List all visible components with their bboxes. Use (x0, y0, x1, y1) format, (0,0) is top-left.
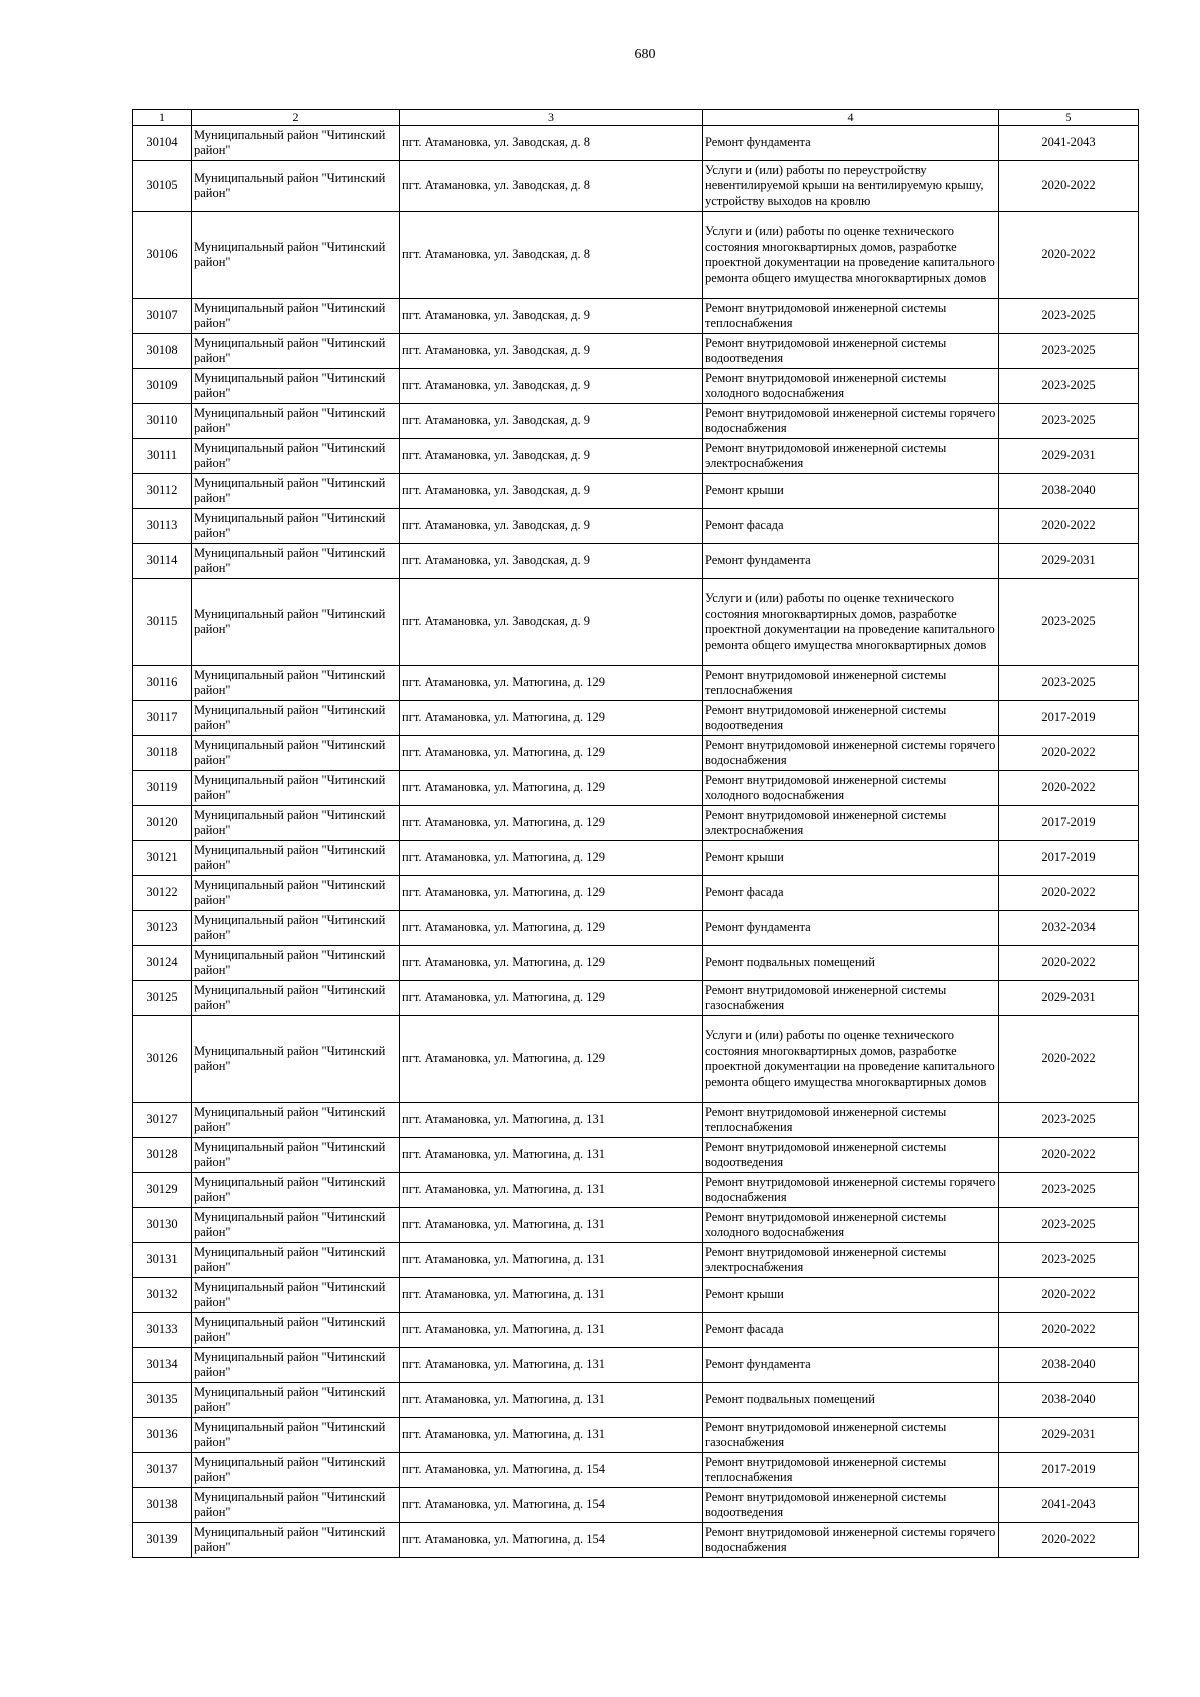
table-row (133, 474, 1139, 509)
address-cell: пгт. Атамановка, ул. Матюгина, д. 129 (400, 946, 703, 981)
address-cell: пгт. Атамановка, ул. Матюгина, д. 154 (400, 1453, 703, 1488)
row-number: 30115 (133, 579, 192, 666)
table-row (133, 1523, 1139, 1558)
work-type-cell: Ремонт внутридомовой инженерной системы холодного водоснабжения (703, 1208, 999, 1243)
period-cell: 2029-2031 (999, 981, 1139, 1016)
period-cell: 2020-2022 (999, 876, 1139, 911)
period-cell: 2023-2025 (999, 369, 1139, 404)
row-number: 30119 (133, 771, 192, 806)
period-cell: 2041-2043 (999, 126, 1139, 161)
table-row (133, 579, 1139, 666)
period-cell: 2023-2025 (999, 299, 1139, 334)
address-cell: пгт. Атамановка, ул. Заводская, д. 9 (400, 404, 703, 439)
period-cell: 2023-2025 (999, 666, 1139, 701)
period-cell: 2029-2031 (999, 1418, 1139, 1453)
row-number: 30126 (133, 1016, 192, 1103)
work-type-cell: Услуги и (или) работы по переустройству невентилируемой крыши на вентилируемую крышу, устройству выходов на кровлю (703, 161, 999, 212)
address-cell: пгт. Атамановка, ул. Заводская, д. 8 (400, 126, 703, 161)
municipality-cell: Муниципальный район "Читинский район" (192, 1278, 400, 1313)
row-number: 30133 (133, 1313, 192, 1348)
address-cell: пгт. Атамановка, ул. Матюгина, д. 154 (400, 1523, 703, 1558)
address-cell: пгт. Атамановка, ул. Заводская, д. 9 (400, 334, 703, 369)
municipality-cell: Муниципальный район "Читинский район" (192, 369, 400, 404)
row-number: 30113 (133, 509, 192, 544)
address-cell: пгт. Атамановка, ул. Матюгина, д. 129 (400, 666, 703, 701)
address-cell: пгт. Атамановка, ул. Матюгина, д. 129 (400, 981, 703, 1016)
row-number: 30132 (133, 1278, 192, 1313)
table-row (133, 666, 1139, 701)
work-type-cell: Ремонт внутридомовой инженерной системы холодного водоснабжения (703, 771, 999, 806)
work-type-cell: Ремонт внутридомовой инженерной системы горячего водоснабжения (703, 1173, 999, 1208)
period-cell: 2032-2034 (999, 911, 1139, 946)
table-row (133, 1173, 1139, 1208)
period-cell: 2023-2025 (999, 1208, 1139, 1243)
address-cell: пгт. Атамановка, ул. Заводская, д. 9 (400, 509, 703, 544)
work-type-cell: Ремонт внутридомовой инженерной системы теплоснабжения (703, 1453, 999, 1488)
period-cell: 2020-2022 (999, 736, 1139, 771)
work-type-cell: Ремонт крыши (703, 1278, 999, 1313)
municipality-cell: Муниципальный район "Читинский район" (192, 1453, 400, 1488)
period-cell: 2017-2019 (999, 701, 1139, 736)
period-cell: 2023-2025 (999, 334, 1139, 369)
row-number: 30138 (133, 1488, 192, 1523)
municipality-cell: Муниципальный район "Читинский район" (192, 1418, 400, 1453)
municipality-cell: Муниципальный район "Читинский район" (192, 439, 400, 474)
table-row (133, 126, 1139, 161)
municipality-cell: Муниципальный район "Читинский район" (192, 1348, 400, 1383)
row-number: 30105 (133, 161, 192, 212)
period-cell: 2023-2025 (999, 579, 1139, 666)
table-row (133, 1453, 1139, 1488)
table-row (133, 1488, 1139, 1523)
table-row (133, 771, 1139, 806)
table-row (133, 161, 1139, 212)
work-type-cell: Ремонт подвальных помещений (703, 946, 999, 981)
page-number: 680 (634, 47, 656, 62)
period-cell: 2017-2019 (999, 841, 1139, 876)
table-row (133, 1243, 1139, 1278)
work-type-cell: Ремонт внутридомовой инженерной системы газоснабжения (703, 1418, 999, 1453)
address-cell: пгт. Атамановка, ул. Заводская, д. 9 (400, 544, 703, 579)
row-number: 30124 (133, 946, 192, 981)
period-cell: 2041-2043 (999, 1488, 1139, 1523)
row-number: 30125 (133, 981, 192, 1016)
work-type-cell: Ремонт внутридомовой инженерной системы электроснабжения (703, 1243, 999, 1278)
column-header: 3 (400, 110, 703, 126)
table-row (133, 334, 1139, 369)
period-cell: 2020-2022 (999, 212, 1139, 299)
column-header: 5 (999, 110, 1139, 126)
address-cell: пгт. Атамановка, ул. Матюгина, д. 131 (400, 1383, 703, 1418)
address-cell: пгт. Атамановка, ул. Заводская, д. 8 (400, 212, 703, 299)
period-cell: 2020-2022 (999, 1138, 1139, 1173)
column-header: 4 (703, 110, 999, 126)
row-number: 30117 (133, 701, 192, 736)
address-cell: пгт. Атамановка, ул. Матюгина, д. 129 (400, 1016, 703, 1103)
table-row (133, 212, 1139, 299)
row-number: 30131 (133, 1243, 192, 1278)
table-row (133, 509, 1139, 544)
municipality-cell: Муниципальный район "Читинский район" (192, 666, 400, 701)
row-number: 30120 (133, 806, 192, 841)
municipality-cell: Муниципальный район "Читинский район" (192, 1313, 400, 1348)
work-type-cell: Ремонт внутридомовой инженерной системы теплоснабжения (703, 1103, 999, 1138)
work-type-cell: Услуги и (или) работы по оценке технического состояния многоквартирных домов, разработке проектной документации на проведение капитального ремонта общего имущества многоквартирных домов (703, 579, 999, 666)
address-cell: пгт. Атамановка, ул. Заводская, д. 9 (400, 439, 703, 474)
address-cell: пгт. Атамановка, ул. Матюгина, д. 131 (400, 1138, 703, 1173)
address-cell: пгт. Атамановка, ул. Заводская, д. 9 (400, 369, 703, 404)
municipality-cell: Муниципальный район "Читинский район" (192, 1523, 400, 1558)
table-row (133, 439, 1139, 474)
municipality-cell: Муниципальный район "Читинский район" (192, 474, 400, 509)
work-type-cell: Ремонт внутридомовой инженерной системы газоснабжения (703, 981, 999, 1016)
row-number: 30108 (133, 334, 192, 369)
address-cell: пгт. Атамановка, ул. Заводская, д. 8 (400, 161, 703, 212)
work-type-cell: Ремонт внутридомовой инженерной системы горячего водоснабжения (703, 404, 999, 439)
municipality-cell: Муниципальный район "Читинский район" (192, 1208, 400, 1243)
table-header-row (133, 110, 1139, 126)
work-type-cell: Услуги и (или) работы по оценке технического состояния многоквартирных домов, разработке проектной документации на проведение капитального ремонта общего имущества многоквартирных домов (703, 1016, 999, 1103)
row-number: 30121 (133, 841, 192, 876)
work-type-cell: Ремонт внутридомовой инженерной системы водоотведения (703, 701, 999, 736)
address-cell: пгт. Атамановка, ул. Заводская, д. 9 (400, 299, 703, 334)
work-type-cell: Ремонт внутридомовой инженерной системы электроснабжения (703, 439, 999, 474)
address-cell: пгт. Атамановка, ул. Матюгина, д. 129 (400, 841, 703, 876)
work-type-cell: Ремонт фасада (703, 1313, 999, 1348)
row-number: 30110 (133, 404, 192, 439)
municipality-cell: Муниципальный район "Читинский район" (192, 1016, 400, 1103)
work-type-cell: Ремонт внутридомовой инженерной системы водоотведения (703, 334, 999, 369)
table-row (133, 544, 1139, 579)
row-number: 30104 (133, 126, 192, 161)
address-cell: пгт. Атамановка, ул. Матюгина, д. 131 (400, 1313, 703, 1348)
address-cell: пгт. Атамановка, ул. Матюгина, д. 154 (400, 1488, 703, 1523)
address-cell: пгт. Атамановка, ул. Матюгина, д. 129 (400, 911, 703, 946)
period-cell: 2029-2031 (999, 439, 1139, 474)
row-number: 30123 (133, 911, 192, 946)
period-cell: 2020-2022 (999, 771, 1139, 806)
table-row (133, 1103, 1139, 1138)
work-type-cell: Ремонт внутридомовой инженерной системы водоотведения (703, 1488, 999, 1523)
work-type-cell: Ремонт фундамента (703, 1348, 999, 1383)
municipality-cell: Муниципальный район "Читинский район" (192, 841, 400, 876)
address-cell: пгт. Атамановка, ул. Матюгина, д. 131 (400, 1348, 703, 1383)
period-cell: 2023-2025 (999, 1103, 1139, 1138)
address-cell: пгт. Атамановка, ул. Матюгина, д. 131 (400, 1243, 703, 1278)
row-number: 30116 (133, 666, 192, 701)
period-cell: 2020-2022 (999, 161, 1139, 212)
work-type-cell: Ремонт подвальных помещений (703, 1383, 999, 1418)
period-cell: 2023-2025 (999, 404, 1139, 439)
period-cell: 2038-2040 (999, 474, 1139, 509)
column-header: 1 (133, 110, 192, 126)
table-row (133, 876, 1139, 911)
row-number: 30111 (133, 439, 192, 474)
table-row (133, 1313, 1139, 1348)
address-cell: пгт. Атамановка, ул. Матюгина, д. 129 (400, 806, 703, 841)
municipality-cell: Муниципальный район "Читинский район" (192, 911, 400, 946)
municipality-cell: Муниципальный район "Читинский район" (192, 126, 400, 161)
period-cell: 2017-2019 (999, 806, 1139, 841)
work-type-cell: Ремонт внутридомовой инженерной системы теплоснабжения (703, 666, 999, 701)
row-number: 30106 (133, 212, 192, 299)
address-cell: пгт. Атамановка, ул. Матюгина, д. 131 (400, 1208, 703, 1243)
period-cell: 2020-2022 (999, 946, 1139, 981)
work-type-cell: Ремонт внутридомовой инженерной системы горячего водоснабжения (703, 1523, 999, 1558)
table-row (133, 1138, 1139, 1173)
address-cell: пгт. Атамановка, ул. Матюгина, д. 129 (400, 876, 703, 911)
row-number: 30134 (133, 1348, 192, 1383)
row-number: 30136 (133, 1418, 192, 1453)
row-number: 30137 (133, 1453, 192, 1488)
table-row (133, 299, 1139, 334)
table-row (133, 701, 1139, 736)
municipality-cell: Муниципальный район "Читинский район" (192, 771, 400, 806)
municipality-cell: Муниципальный район "Читинский район" (192, 404, 400, 439)
table-row (133, 1208, 1139, 1243)
capital-repair-table (132, 109, 1139, 1558)
work-type-cell: Услуги и (или) работы по оценке технического состояния многоквартирных домов, разработке проектной документации на проведение капитального ремонта общего имущества многоквартирных домов (703, 212, 999, 299)
address-cell: пгт. Атамановка, ул. Матюгина, д. 131 (400, 1103, 703, 1138)
work-type-cell: Ремонт крыши (703, 841, 999, 876)
address-cell: пгт. Атамановка, ул. Заводская, д. 9 (400, 474, 703, 509)
municipality-cell: Муниципальный район "Читинский район" (192, 161, 400, 212)
municipality-cell: Муниципальный район "Читинский район" (192, 981, 400, 1016)
work-type-cell: Ремонт фасада (703, 509, 999, 544)
work-type-cell: Ремонт внутридомовой инженерной системы теплоснабжения (703, 299, 999, 334)
column-header: 2 (192, 110, 400, 126)
municipality-cell: Муниципальный район "Читинский район" (192, 1243, 400, 1278)
period-cell: 2020-2022 (999, 1278, 1139, 1313)
municipality-cell: Муниципальный район "Читинский район" (192, 1173, 400, 1208)
work-type-cell: Ремонт внутридомовой инженерной системы водоотведения (703, 1138, 999, 1173)
work-type-cell: Ремонт внутридомовой инженерной системы горячего водоснабжения (703, 736, 999, 771)
row-number: 30128 (133, 1138, 192, 1173)
municipality-cell: Муниципальный район "Читинский район" (192, 946, 400, 981)
table-row (133, 1418, 1139, 1453)
address-cell: пгт. Атамановка, ул. Матюгина, д. 129 (400, 736, 703, 771)
municipality-cell: Муниципальный район "Читинский район" (192, 579, 400, 666)
table-row (133, 1383, 1139, 1418)
work-type-cell: Ремонт фасада (703, 876, 999, 911)
period-cell: 2020-2022 (999, 1016, 1139, 1103)
municipality-cell: Муниципальный район "Читинский район" (192, 1103, 400, 1138)
work-type-cell: Ремонт фундамента (703, 911, 999, 946)
municipality-cell: Муниципальный район "Читинский район" (192, 876, 400, 911)
address-cell: пгт. Атамановка, ул. Матюгина, д. 131 (400, 1173, 703, 1208)
municipality-cell: Муниципальный район "Читинский район" (192, 1488, 400, 1523)
address-cell: пгт. Атамановка, ул. Матюгина, д. 129 (400, 701, 703, 736)
municipality-cell: Муниципальный район "Читинский район" (192, 736, 400, 771)
period-cell: 2023-2025 (999, 1173, 1139, 1208)
work-type-cell: Ремонт внутридомовой инженерной системы электроснабжения (703, 806, 999, 841)
table-row (133, 946, 1139, 981)
row-number: 30114 (133, 544, 192, 579)
table-row (133, 1348, 1139, 1383)
row-number: 30118 (133, 736, 192, 771)
row-number: 30112 (133, 474, 192, 509)
table-row (133, 841, 1139, 876)
address-cell: пгт. Атамановка, ул. Заводская, д. 9 (400, 579, 703, 666)
period-cell: 2020-2022 (999, 1313, 1139, 1348)
row-number: 30139 (133, 1523, 192, 1558)
municipality-cell: Муниципальный район "Читинский район" (192, 509, 400, 544)
row-number: 30129 (133, 1173, 192, 1208)
address-cell: пгт. Атамановка, ул. Матюгина, д. 131 (400, 1278, 703, 1313)
table-row (133, 1016, 1139, 1103)
municipality-cell: Муниципальный район "Читинский район" (192, 544, 400, 579)
table-row (133, 911, 1139, 946)
work-type-cell: Ремонт фундамента (703, 544, 999, 579)
row-number: 30135 (133, 1383, 192, 1418)
table-row (133, 1278, 1139, 1313)
table-row (133, 981, 1139, 1016)
municipality-cell: Муниципальный район "Читинский район" (192, 1138, 400, 1173)
work-type-cell: Ремонт внутридомовой инженерной системы холодного водоснабжения (703, 369, 999, 404)
municipality-cell: Муниципальный район "Читинский район" (192, 334, 400, 369)
address-cell: пгт. Атамановка, ул. Матюгина, д. 129 (400, 771, 703, 806)
municipality-cell: Муниципальный район "Читинский район" (192, 806, 400, 841)
period-cell: 2029-2031 (999, 544, 1139, 579)
work-type-cell: Ремонт фундамента (703, 126, 999, 161)
table-row (133, 736, 1139, 771)
address-cell: пгт. Атамановка, ул. Матюгина, д. 131 (400, 1418, 703, 1453)
municipality-cell: Муниципальный район "Читинский район" (192, 212, 400, 299)
work-type-cell: Ремонт крыши (703, 474, 999, 509)
period-cell: 2023-2025 (999, 1243, 1139, 1278)
municipality-cell: Муниципальный район "Читинский район" (192, 299, 400, 334)
municipality-cell: Муниципальный район "Читинский район" (192, 701, 400, 736)
period-cell: 2038-2040 (999, 1348, 1139, 1383)
period-cell: 2038-2040 (999, 1383, 1139, 1418)
period-cell: 2020-2022 (999, 509, 1139, 544)
table-row (133, 806, 1139, 841)
row-number: 30122 (133, 876, 192, 911)
table-row (133, 404, 1139, 439)
period-cell: 2017-2019 (999, 1453, 1139, 1488)
period-cell: 2020-2022 (999, 1523, 1139, 1558)
row-number: 30127 (133, 1103, 192, 1138)
municipality-cell: Муниципальный район "Читинский район" (192, 1383, 400, 1418)
row-number: 30130 (133, 1208, 192, 1243)
row-number: 30107 (133, 299, 192, 334)
table-row (133, 369, 1139, 404)
row-number: 30109 (133, 369, 192, 404)
